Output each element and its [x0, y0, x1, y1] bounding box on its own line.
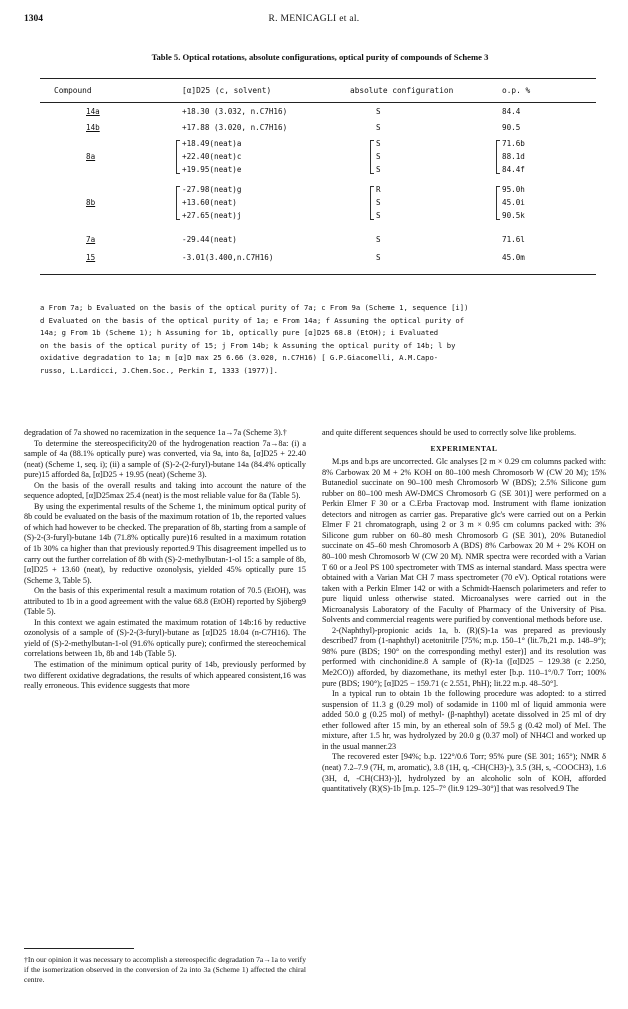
purity-cell: 71.6b: [502, 139, 525, 148]
purity-cell: 45.0m: [502, 253, 525, 262]
left-brace: [176, 186, 180, 220]
rotation-cell: +18.49(neat)a: [182, 139, 242, 148]
page-header: [24, 14, 604, 28]
config-cell: S: [376, 123, 381, 132]
config-cell: S: [376, 165, 381, 174]
purity-cell: 45.0i: [502, 198, 525, 207]
table-footnote-line: oxidative degradation to 1a; m [α]D max 25 6.66 (3.020, n.C7H16) [ G.P.Giacomelli, A.M.Capo-: [40, 353, 439, 363]
table-row: [40, 184, 596, 224]
table-footnote-line: d Evaluated on the basis of the optical purity of 1a; e From 14a; f Assuming the optical purity of: [40, 315, 465, 325]
table-caption: Table 5. Optical rotations, absolute configurations, optical purity of compounds of Scheme 3: [151, 52, 489, 62]
purity-cell: 84.4: [502, 107, 521, 116]
compound-cell: 14a: [86, 107, 100, 116]
table-footnote-line: a From 7a; b Evaluated on the basis of the optical purity of 7a; c From 9a (Scheme 1, sequence [i]): [40, 303, 469, 312]
table-footnote-line: on the basis of the optical purity of 15; j From 14b; k Assuming the optical purity of 14b; l by: [40, 340, 456, 350]
config-cell: S: [376, 211, 381, 220]
rotation-cell: -29.44(neat): [182, 235, 237, 244]
config-cell: S: [376, 107, 381, 116]
compound-cell: 7a: [86, 235, 96, 244]
paragraph: The recovered ester [94%; b.p. 122°/0.6 Torr; 95% pure (SE 301; 165°); NMR δ (neat) 7.2–7.9 (7H, m, aromatic), 3.8 (1H, q, -CH(CH3)-), 3.5 (3H, s, -COOCH3), 1.6 (3H, d, -CH(CH3)-)], hydrolyzed by an alcoholic soln of KOH, afforded quantitatively (R)(S)-1b [m.p. 125–7° (lit.9 129–30°)] that was resolved.9 The: [322, 752, 606, 794]
table-row: [40, 234, 596, 248]
header-config: absolute configuration: [350, 86, 454, 95]
rotation-cell: +27.65(neat)j: [182, 211, 242, 220]
paragraph: To determine the stereospecificity20 of the hydrogenation reaction 7a→8a: (i) a sample of 4a (88.1% optically pure) was converted, via 9a, into 8a, [α]D25 + 22.40 (neat) (Scheme 1, seq. i); (ii) a sample of (S)-2-(2-furyl)-butane 14a (84.4% optically pure)15 afforded 8a, [α]D25 + 19.95 (neat) (Scheme 3).: [24, 438, 306, 480]
rotation-cell: +17.88 (3.020, n.C7H16): [182, 123, 288, 132]
paragraph: and quite different sequences should be used to correctly solve like problems.: [322, 428, 577, 437]
header-rotation: [α]D25 (c, solvent): [182, 86, 272, 95]
page-footnote: †In our opinion it was necessary to accomplish a stereospecific degradation 7a→1a to verify if the isomerization observed in the conversion of 2a into 3a (Scheme 1) affected the chiral centre.: [24, 955, 306, 984]
table-bottom-rule: [40, 274, 596, 275]
left-brace: [496, 186, 500, 220]
section-heading: EXPERIMENTAL: [430, 443, 498, 453]
config-cell: S: [376, 253, 381, 262]
right-text-column: [322, 428, 606, 795]
purity-cell: 90.5: [502, 123, 521, 132]
rotation-cell: -3.01(3.400,n.C7H16): [182, 253, 274, 262]
compound-cell: 8a: [86, 152, 96, 161]
purity-cell: 71.6l: [502, 235, 525, 244]
config-cell: S: [376, 198, 381, 207]
purity-cell: 88.1d: [502, 152, 525, 161]
left-brace: [176, 140, 180, 174]
purity-cell: 90.5k: [502, 211, 525, 220]
left-brace: [370, 140, 374, 174]
paragraph: degradation of 7a showed no racemization in the sequence 1a→7a (Scheme 3).†: [24, 428, 287, 437]
rotation-cell: +13.60(neat): [182, 198, 237, 207]
paragraph: 2-(Naphthyl)-propionic acids 1a, b. (R)(S)-1a was prepared as previously described7 from (1-naphthyl) acetonitrile [75%; m.p. 150–1° (lit.7b,21 m.p. 148–9°); 98% pure (BDS; 190° on the corresponding methyl ester)] and its resolution was performed with cinchonidine.8 A sample of (R)-1a ([α]D25 − 129.38 (c 2.250, Me2CO)) afforded, by diazomethane, its methyl ester [b.p. 110–1°/0.7 Torr; 100% pure (BDS; 190°); [α]D25 − 159.71 (c 2.551, PhH); lit.22 m.p. 48–50°].: [322, 625, 606, 688]
page-number: 1304: [24, 14, 43, 24]
rotation-cell: +22.40(neat)c: [182, 152, 242, 161]
table-footnotes: [40, 302, 596, 378]
paragraph: On the basis of this experimental result a maximum rotation of 70.5 (EtOH), was attributed to 1b in a good agreement with the value 68.8 (EtOH) reported by Sjöberg9 (Table 5).: [24, 586, 306, 617]
config-cell: R: [376, 185, 381, 194]
paragraph: In this context we again estimated the maximum rotation of 14b:16 by reductive ozonolysis of a sample of (S)-2-(3-furyl)-butane as [α]D25 18.04 (n-C7H16). The yield of (S)-2-methylbutan-1-ol (91.6% optically pure); confirmed the stereochemical correlations between 1b, 8b and 14b (Table 5).: [24, 617, 306, 659]
purity-cell: 95.0h: [502, 185, 525, 194]
header-compound: Compound: [54, 86, 92, 95]
table-top-rule: [40, 78, 596, 79]
table-row: [40, 252, 596, 266]
header-purity: o.p. %: [502, 86, 531, 95]
rotation-cell: +19.95(neat)e: [182, 165, 242, 174]
optical-rotation-table: [40, 78, 596, 298]
config-cell: S: [376, 152, 381, 161]
running-head: R. MENICAGLI et al.: [268, 14, 360, 24]
compound-cell: 15: [86, 253, 96, 262]
compound-cell: 14b: [86, 123, 100, 132]
paragraph: By using the experimental results of the Scheme 1, the minimum optical purity of 8b could be evaluated on the basis of the maximum rotation of 1b, the reported values of which had however to be checked. The preparation of 8b, starting from a sample of (S)-2-(3-furyl)-butane 14b (71.8% optically pure)16 resulted in a maximum rotation of 1b 30% ca higher than that previously reported.9 This disagreement impelled us to carry out the further correlation of 8b with (S)-2-methylbutan-1-ol 15: a sample of 8b, [α]D25 + 13.60 (neat), by reductive ozonolysis, yielded 45% optically pure 15 (Scheme 3, Table 5).: [24, 501, 306, 585]
table-footnote-line: 14a; g From 1b (Scheme 1); h Assuming for 1b, optically pure [α]D25 68.8 (EtOH); i Evaluated: [40, 328, 439, 338]
left-text-column: [24, 428, 306, 692]
compound-cell: 8b: [86, 198, 96, 207]
paragraph: In a typical run to obtain 1b the following procedure was adopted: to a stirred suspension of 11.3 g (0.29 mol) of sodamide in 1100 ml of liquid ammonia were added 50.0 g (0.25 mol) of methyl- (β-naphthyl) acetate dissolved in 25 ml of dry ether followed after 15 min, by an ethereal soln of 59.5 g (0.42 mol) of MeI. The mixture, after 1.5 hr, was hydrolyzed by 20.0 g (0.37 mol) of NH4Cl and worked up in the usual manner.23: [322, 689, 606, 751]
footnote-rule: [24, 948, 134, 949]
paragraph: On the basis of the overall results and taking into account the nature of the sequence adopted, [α]D25max 25.4 (neat) is the most reliable value for 8a (Table 5).: [24, 480, 306, 501]
table-header-rule: [40, 102, 596, 103]
table-footnote-line: russo, L.Lardicci, J.Chem.Soc., Perkin I, 1333 (1977)].: [40, 365, 278, 375]
purity-cell: 84.4f: [502, 165, 525, 174]
left-brace: [370, 186, 374, 220]
config-cell: S: [376, 139, 381, 148]
left-brace: [496, 140, 500, 174]
paragraph: The estimation of the minimum optical purity of 14b, previously performed by two different oxidative degradations, the results of which appeared consistent,16 was really erroneous. This evidence suggests that more: [24, 660, 306, 691]
config-cell: S: [376, 235, 381, 244]
rotation-cell: -27.98(neat)g: [182, 185, 242, 194]
paragraph: M.ps and b.ps are uncorrected. Glc analyses [2 m × 0.29 cm columns packed with: 8% Carbowax 20 M + 2% KOH on 80–100 mesh Chromosorb W (CW 20 M); 15% Butanediol succinate on 90–100 mesh Chromosorb W (BDS); 2.5% Silicone gum rubber on 80–100 mesh AW-DMCS Chromosorb G (SE 301)] were performed on a Perkin Elmer F 30 or a C.Erba Fractovap mod. Instrument with flame ionization detectors and nitrogen as carrier gas. Preparative glc's were carried out on a Perkin Elmer F 21 chromatograph, using 2 or 3 m × 0.95 cm columns packed with: 3% Silicone gum rubber on 60–80 mesh Chromosorb G (SE 301), 20% Butanediol succinate on 45–60 mesh Chromosorb A (BDS) 8% Carbowax 20 M + 2% KOH on 80–100 mesh Chromosorb W (CW 20 M). NMR spectra were recorded with a Varian T 60 or a Jeol PS 100 spectrometer with TMS as internal standard. Mass spectra were obtained with a Varian Mat CH 7 mass spectrometer (70 eV). Optical rotations were taken with a Perkin Elmer 142 or with a Schmidt-Haensch polarimeters and refer to pure liquid unless otherwise stated. Microanalyses were carried out in the Microanalysis Laboratory of the Faculty of Pharmacy of the University of Pisa. Solvents and commercial reagents were purified by conventional methods before use.: [322, 457, 606, 625]
table-row: [40, 138, 596, 178]
rotation-cell: +18.30 (3.032, n.C7H16): [182, 107, 288, 116]
